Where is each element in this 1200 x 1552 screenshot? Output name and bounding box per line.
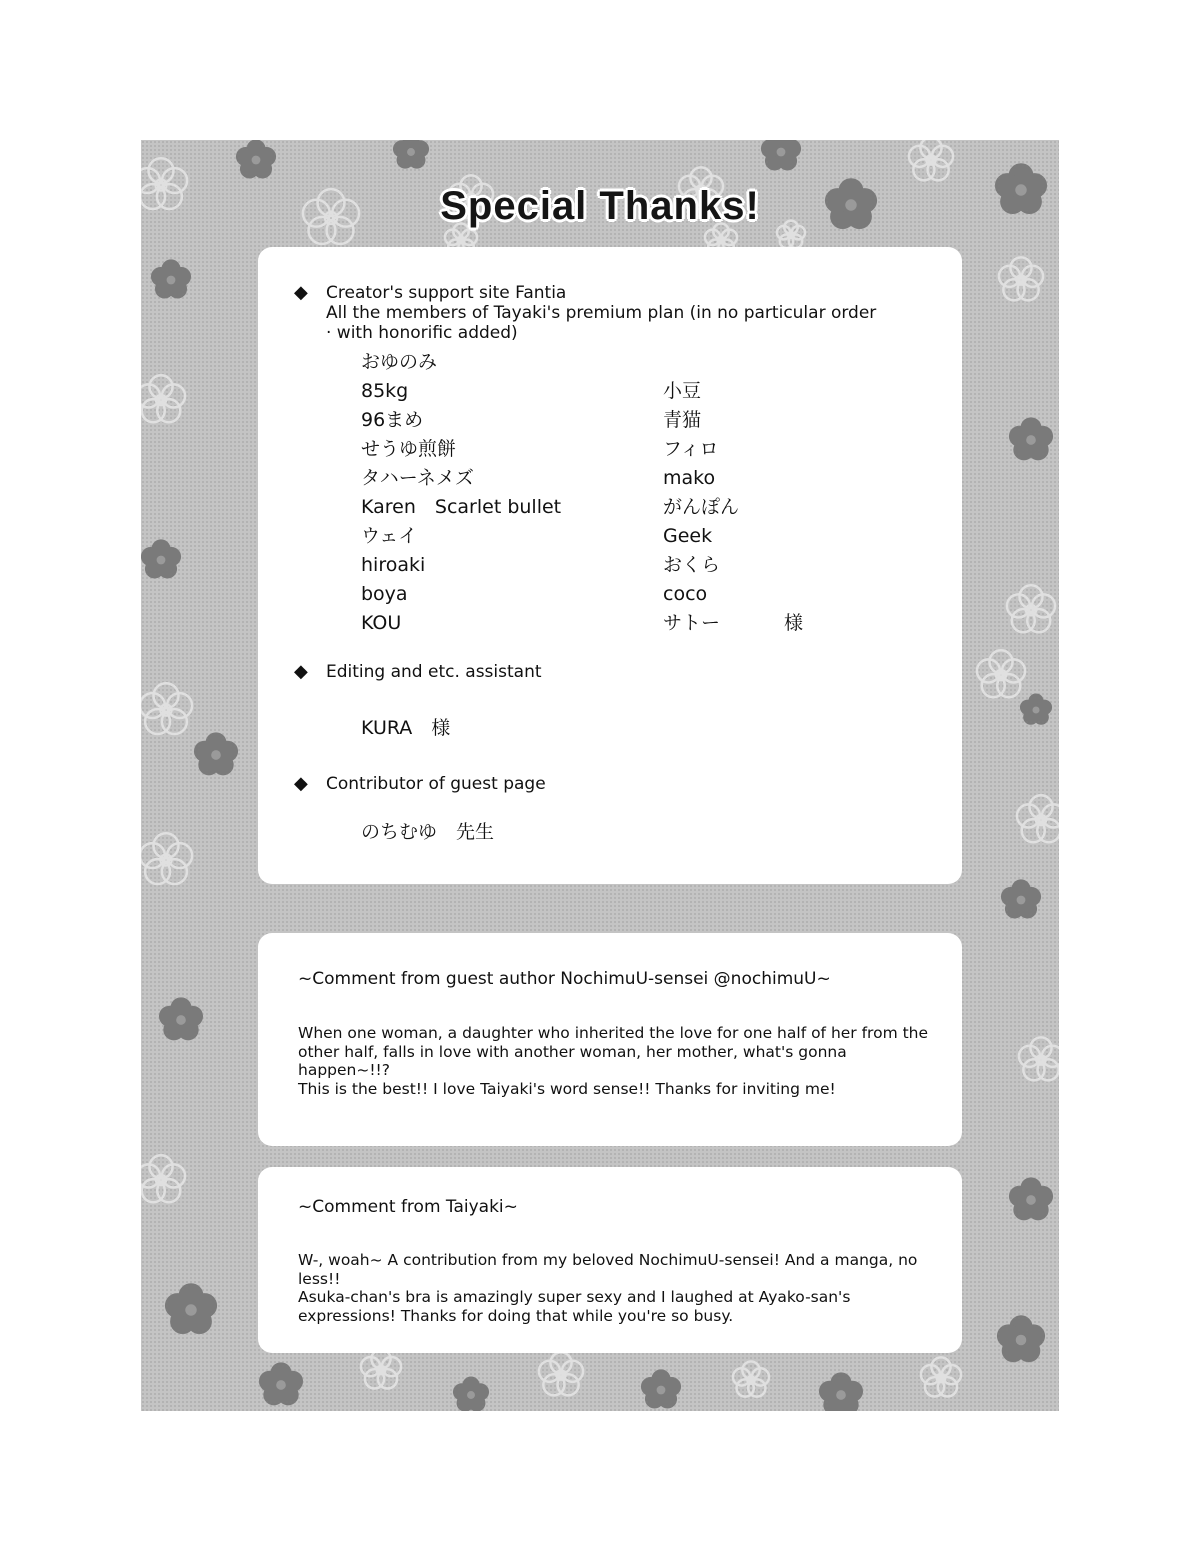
taiyaki-comment-line: Asuka-chan's bra is amazingly super sexy and I laughed at Ayako-san's expressions! Thanks for doing that while you're so busy. xyxy=(298,1288,851,1325)
flower-icon xyxy=(761,140,801,170)
diamond-bullet-icon: ◆ xyxy=(294,661,308,682)
flower-icon xyxy=(151,259,191,298)
flower-icon xyxy=(141,539,181,578)
flower-icon xyxy=(819,1372,863,1411)
honorific-label: 様 xyxy=(784,612,804,634)
supporter-name: せうゆ煎餅 xyxy=(361,438,457,460)
guest-section-heading xyxy=(294,774,546,794)
taiyaki-comment-line: W-, woah~ A contribution from my beloved NochimuU-sensei! And a manga, no less!! xyxy=(298,1251,918,1288)
taiyaki-comment-heading: ~Comment from Taiyaki~ xyxy=(298,1197,518,1217)
supporter-name: タハーネメズ xyxy=(361,467,474,489)
flower-icon xyxy=(141,683,192,734)
flower-icon xyxy=(909,140,953,180)
background-panel xyxy=(141,140,1059,1411)
flower-icon xyxy=(393,140,429,169)
guest-comment-box xyxy=(258,933,962,1146)
flower-icon xyxy=(141,1155,185,1202)
flower-icon xyxy=(733,1361,769,1396)
supporter-name: サトー xyxy=(663,612,721,634)
flower-icon xyxy=(1001,879,1041,918)
supporter-name: boya xyxy=(361,583,408,605)
flower-icon xyxy=(141,833,192,884)
flower-icon xyxy=(165,1283,217,1334)
fantia-heading-line2: All the members of Tayaki's premium plan (in no particular order · with honorific added) xyxy=(326,303,877,343)
guest-comment-line: When one woman, a daughter who inherited the love for one half of her from the other half, falls in love with another woman, her mother, what's gonna happen~!!? xyxy=(298,1024,929,1079)
supporter-name: ウェイ xyxy=(361,525,418,547)
editing-assistant-name: KURA 様 xyxy=(361,717,451,739)
supporter-name: 85kg xyxy=(361,380,409,402)
guest-comment-heading: ~Comment from guest author NochimuU-sensei @nochimuU~ xyxy=(298,969,831,989)
diamond-bullet-icon: ◆ xyxy=(294,282,308,303)
supporter-name: おくら xyxy=(663,554,721,576)
guest-comment-line: This is the best!! I love Taiyaki's word sense!! Thanks for inviting me! xyxy=(298,1079,836,1098)
supporter-name: 96まめ xyxy=(361,409,424,431)
flower-icon xyxy=(641,1369,681,1408)
flower-icon xyxy=(453,1376,489,1411)
guest-heading-text: Contributor of guest page xyxy=(326,774,546,794)
flower-icon xyxy=(1009,1177,1053,1220)
editing-heading-text: Editing and etc. assistant xyxy=(326,662,542,682)
flower-icon xyxy=(361,1349,401,1388)
supporter-name: coco xyxy=(663,583,708,605)
flower-icon xyxy=(236,140,276,178)
diamond-bullet-icon: ◆ xyxy=(294,773,308,794)
flower-icon xyxy=(259,1362,303,1405)
supporter-name: mako xyxy=(663,467,716,489)
flower-icon xyxy=(997,1315,1045,1362)
thanks-box xyxy=(258,247,962,884)
supporter-name: 青猫 xyxy=(663,409,702,431)
supporter-name: KOU xyxy=(361,612,402,634)
flower-icon xyxy=(921,1357,961,1396)
supporter-name: がんぽん xyxy=(663,496,740,518)
flower-icon xyxy=(159,997,203,1040)
flower-icon xyxy=(1017,795,1059,842)
fantia-section-heading xyxy=(294,283,886,343)
flower-icon xyxy=(194,732,238,775)
flower-icon xyxy=(1020,694,1052,725)
taiyaki-comment-body xyxy=(298,1251,938,1325)
supporter-name: おゆのみ xyxy=(361,351,438,373)
supporter-name: フィロ xyxy=(663,438,719,460)
flower-icon xyxy=(141,375,185,422)
flower-icon xyxy=(999,257,1043,300)
fantia-heading-line1: Creator's support site Fantia xyxy=(326,283,567,303)
taiyaki-comment-box xyxy=(258,1167,962,1353)
supporter-name: hiroaki xyxy=(361,554,426,576)
flower-icon xyxy=(1009,417,1053,460)
flower-icon xyxy=(539,1352,583,1395)
supporter-name: Karen Scarlet bullet xyxy=(361,496,562,518)
editing-section-heading xyxy=(294,662,542,682)
supporter-name: Geek xyxy=(663,525,713,547)
flower-icon xyxy=(1019,1037,1059,1080)
page-title: Special Thanks! xyxy=(440,184,760,228)
supporter-name: 小豆 xyxy=(663,380,702,402)
guest-comment-body xyxy=(298,1024,938,1098)
flower-icon xyxy=(1007,585,1055,632)
flower-icon xyxy=(977,650,1025,697)
guest-contributor-name: のちむゆ 先生 xyxy=(361,821,495,843)
